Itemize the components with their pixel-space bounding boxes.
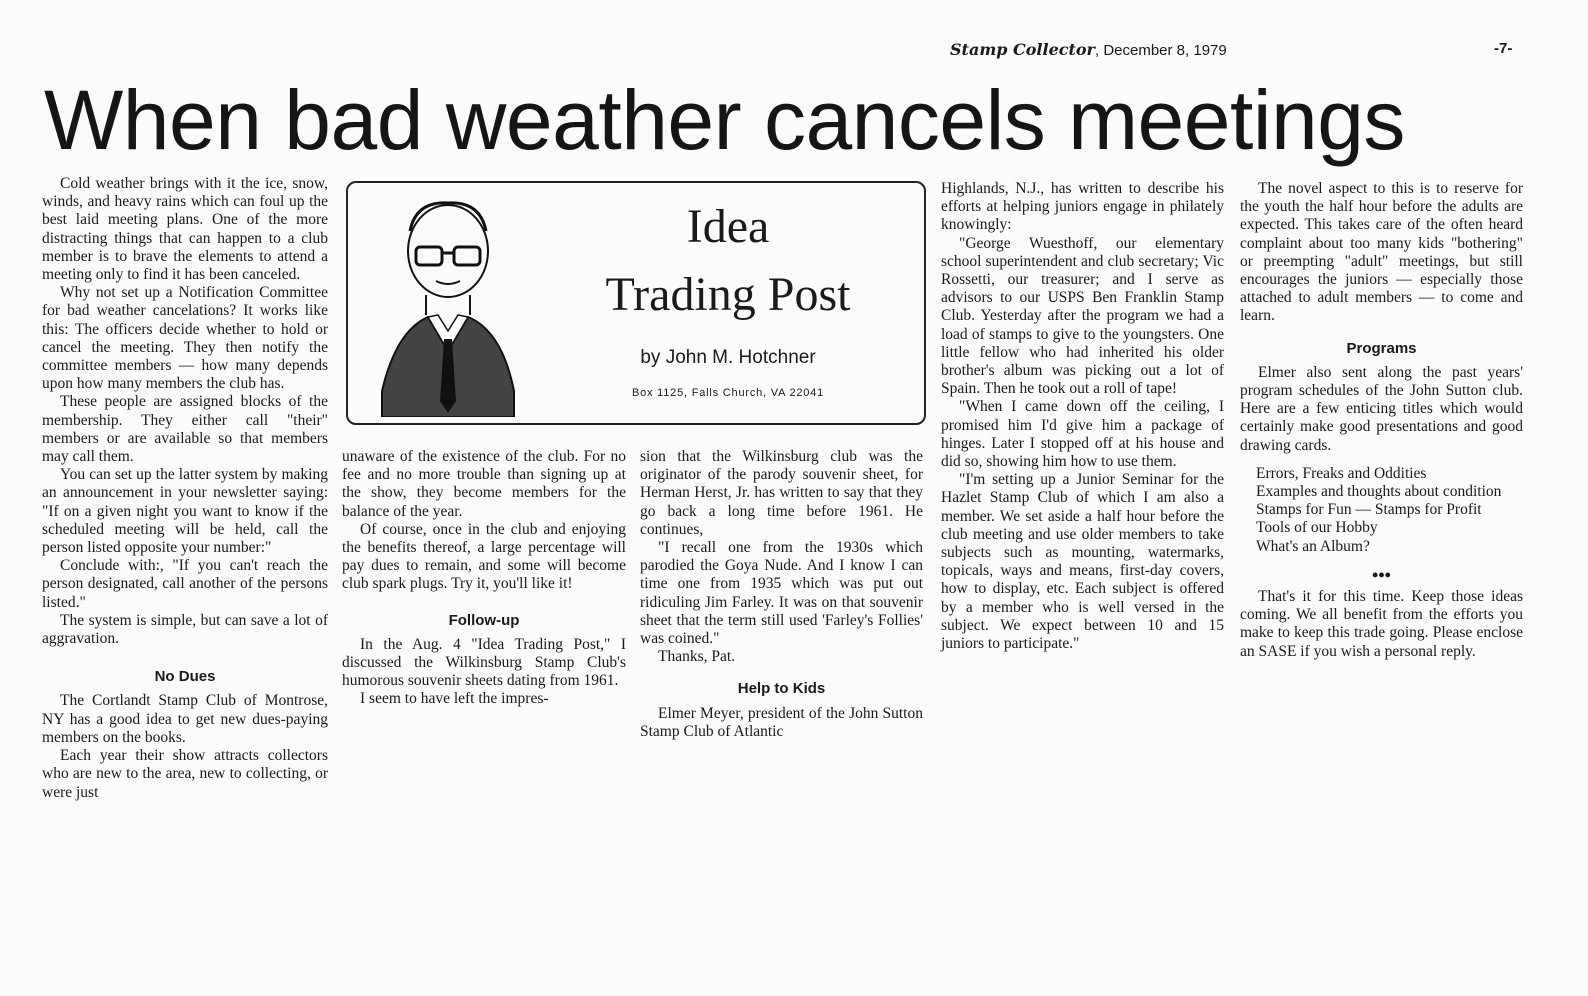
paragraph: These people are assigned blocks of the membership. They either call "their" members or are available so that members may call them. bbox=[42, 393, 328, 466]
paragraph: "I recall one from the 1930s which parodied the Goya Nude. And I know I can time one from 1935 which was put out ridiculing Jim Farley. It was on that souvenir sheet that the term still used 'Farley's Follies' was coined." bbox=[640, 539, 923, 648]
author-address: Box 1125, Falls Church, VA 22041 bbox=[631, 387, 825, 399]
paragraph: Why not set up a Notification Committee for bad weather cancelations? It works like this: The officers decide whether to hold or cancel the meeting. They then notify the committee members — how many depends upon how many members the club has. bbox=[42, 284, 328, 393]
paragraph: I seem to have left the impres- bbox=[360, 690, 549, 708]
section-heading-help-to-kids: Help to Kids bbox=[737, 680, 826, 698]
list-item: Errors, Freaks and Oddities bbox=[1256, 464, 1427, 482]
section-heading-follow-up: Follow-up bbox=[448, 611, 520, 629]
byline: by John M. Hotchner bbox=[640, 347, 816, 368]
paragraph: sion that the Wilkinsburg club was the originator of the parody souvenir sheet, for Herman Herst, Jr. has written to say that they go back a long time before 1961. He continues, bbox=[640, 448, 923, 538]
list-item: Stamps for Fun — Stamps for Profit bbox=[1256, 501, 1482, 519]
issue-date: , December 8, 1979 bbox=[1094, 42, 1227, 59]
paragraph: That's it for this time. Keep those ideas coming. We all benefit from the efforts you make to keep this trade going. Please enclose an SASE if you wish a personal reply. bbox=[1240, 588, 1523, 660]
paragraph: Elmer Meyer, president of the John Sutton Stamp Club of Atlantic bbox=[640, 704, 923, 740]
headline: When bad weather cancels meetings bbox=[44, 73, 1405, 167]
paragraph: Highlands, N.J., has written to describe his efforts at helping juniors engage in philately knowingly: bbox=[941, 180, 1224, 234]
section-heading-no-dues: No Dues bbox=[154, 668, 216, 686]
paragraph: You can set up the latter system by making an announcement in your newsletter saying: "If on a given night you want to know if the scheduled meeting will be held, call the person listed opposite your number:" bbox=[42, 466, 328, 557]
column-2 bbox=[342, 448, 626, 709]
section-heading-programs: Programs bbox=[1346, 339, 1417, 357]
paragraph: Elmer also sent along the past years' program schedules of the John Sutton club. Here are a few enticing titles which would certainly make good presentations and good drawing cards. bbox=[1240, 363, 1523, 454]
paragraph: The novel aspect to this is to reserve for the youth the half hour before the adults are expected. This takes care of the often heard complaint about too many kids "bothering" or preempting "adult" meetings, but still encourages the juniors — especially those attached to adult members — to come and learn. bbox=[1240, 180, 1523, 325]
program-titles-list bbox=[1240, 465, 1523, 556]
author-portrait-icon bbox=[376, 191, 516, 417]
column-5 bbox=[1240, 180, 1523, 661]
section-separator: ••• bbox=[1372, 564, 1391, 585]
paragraph: Thanks, Pat. bbox=[658, 648, 736, 666]
paragraph: unaware of the existence of the club. For no fee and no more trouble than signing up at the show, they become members for the balance of the year. bbox=[342, 448, 626, 520]
paragraph: Of course, once in the club and enjoying the benefits thereof, a large percentage will pay dues to remain, and some will become club spark plugs. Try it, you'll like it! bbox=[342, 520, 626, 593]
column-1 bbox=[42, 175, 328, 802]
paragraph: Conclude with:, "If you can't reach the person designated, call another of the persons listed." bbox=[42, 557, 328, 611]
paragraph: "George Wuesthoff, our elementary school superintendent and club secretary; Vic Rossetti, our treasurer; and I serve as advisors to our USPS Ben Franklin Stamp Club. Yesterday after the program we had a load of stamps to give to the youngsters. One little fellow who had inherited his older brother's album was picking out a lot of Spain. Then he took out a roll of tape! bbox=[941, 234, 1224, 398]
column-4 bbox=[941, 180, 1224, 653]
paragraph: "When I came down off the ceiling, I promised him I'd give him a package of hinges. Later I stopped off at his house and did so, showing him how to use them. bbox=[941, 398, 1224, 471]
masthead bbox=[950, 40, 1227, 59]
list-item: Examples and thoughts about condition bbox=[1256, 483, 1502, 501]
paragraph: Cold weather brings with it the ice, snow, winds, and heavy rains which can foul up the best laid meeting plans. One of the more distracting things that can happen to a club member is to brave the elements to attend a meeting only to find it has been canceled. bbox=[42, 175, 328, 284]
feature-box bbox=[346, 181, 926, 425]
publication-name: Stamp Collector bbox=[950, 40, 1095, 59]
column-3 bbox=[640, 448, 923, 741]
list-item: Tools of our Hobby bbox=[1256, 519, 1378, 537]
list-item: What's an Album? bbox=[1256, 537, 1370, 555]
paragraph: "I'm setting up a Junior Seminar for the Hazlet Stamp Club of which I am also a member. We set aside a half hour before the club meeting and use older members to take subjects such as mounting, watermarks, topicals, ways and means, first-day covers, how to display, etc. Each subject is offered by a member who is well versed in the subject. We expect between 10 and 15 juniors to participate." bbox=[941, 471, 1224, 653]
paragraph: Each year their show attracts collectors who are new to the area, new to collecting, or were just bbox=[42, 747, 328, 801]
paragraph: The system is simple, but can save a lot of aggravation. bbox=[42, 611, 328, 648]
page-number: -7- bbox=[1494, 40, 1513, 57]
feature-title-line1: Idea bbox=[686, 200, 770, 253]
paragraph: The Cortlandt Stamp Club of Montrose, NY has a good idea to get new dues-paying members on the books. bbox=[42, 692, 328, 746]
feature-title-line2: Trading Post bbox=[605, 268, 851, 321]
paragraph: In the Aug. 4 "Idea Trading Post," I discussed the Wilkinsburg Stamp Club's humorous souvenir sheets dating from 1961. bbox=[342, 635, 626, 690]
